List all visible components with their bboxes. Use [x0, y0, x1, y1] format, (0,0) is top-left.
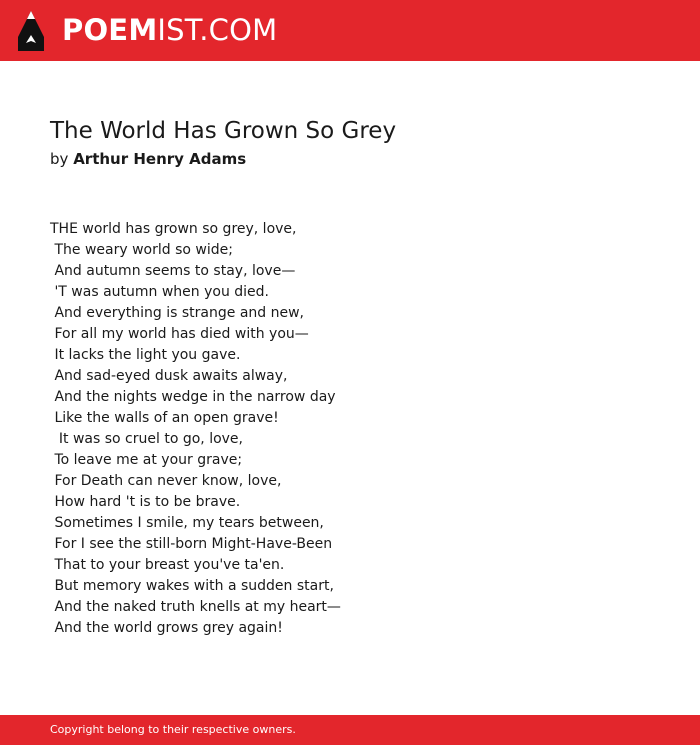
poem-line: For Death can never know, love, — [50, 473, 282, 489]
poem-line: And the nights wedge in the narrow day — [50, 389, 336, 405]
poem-line: To leave me at your grave; — [50, 452, 243, 468]
poem-line: But memory wakes with a sudden start, — [50, 578, 334, 594]
poem-line: 'T was autumn when you died. — [50, 284, 270, 300]
poem-line: The weary world so wide; — [50, 242, 233, 258]
pencil-tip-icon[interactable] — [18, 11, 44, 51]
logo-light-text: IST.COM — [157, 13, 278, 47]
poem-line: And sad-eyed dusk awaits alway, — [50, 368, 288, 384]
poem-line: Sometimes I smile, my tears between, — [50, 515, 324, 531]
byline — [50, 149, 246, 169]
site-header — [0, 0, 700, 61]
copyright-text: Copyright belong to their respective owners. — [50, 723, 296, 736]
poem-line: THE world has grown so grey, love, — [50, 221, 297, 237]
poem-line: And autumn seems to stay, love— — [50, 263, 296, 279]
poem-line: It was so cruel to go, love, — [50, 431, 243, 447]
poem-line: And the world grows grey again! — [50, 620, 283, 636]
poem-line: How hard 't is to be brave. — [50, 494, 241, 510]
poem-body — [50, 219, 650, 639]
by-label: by — [50, 150, 69, 168]
poem-line: And everything is strange and new, — [50, 305, 305, 321]
logo-bold-text: POEM — [62, 13, 158, 47]
poem-line: That to your breast you've ta'en. — [50, 557, 285, 573]
author-name: Arthur Henry Adams — [73, 150, 247, 168]
poem-title: The World Has Grown So Grey — [50, 118, 397, 144]
poem-line: And the naked truth knells at my heart— — [50, 599, 341, 615]
poem-line: It lacks the light you gave. — [50, 347, 241, 363]
poem-line: Like the walls of an open grave! — [50, 410, 279, 426]
poem-line: For I see the still-born Might-Have-Been — [50, 536, 333, 552]
poem-line: For all my world has died with you— — [50, 326, 309, 342]
site-logo[interactable] — [62, 12, 277, 48]
site-footer — [0, 715, 700, 745]
